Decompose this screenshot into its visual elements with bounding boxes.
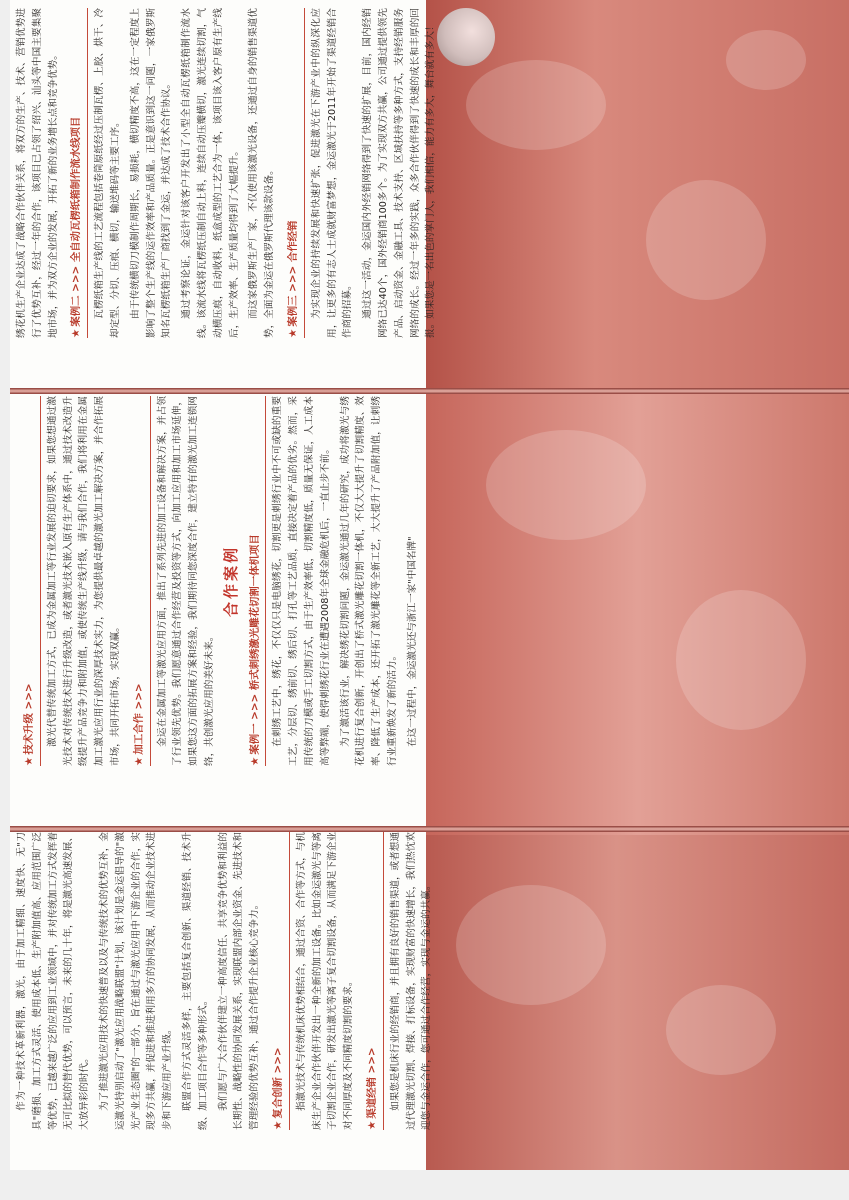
globe-icon	[437, 8, 495, 66]
heading-tech-upgrade: ★技术升级 >>>	[22, 396, 41, 766]
heading-processing: ★加工合作 >>>	[132, 396, 151, 766]
paragraph-case-1b: 为了激活该行业，解决绣花切割问题，金运激光通过几年的研究，成功将激光与绣花机进行复合创新，开创出了桥式激光雕花切割一体机，不仅大大提升了切割精度、效率、降低了生产成本，还开拓了激光雕花等全新工艺，大大提升了产品附加值，让刺绣行业重新焕发了新的活力。	[339, 396, 398, 766]
star-icon: ★	[365, 1120, 378, 1130]
paragraph-plan: 为了推进激光应用技术的快速普及以及与传统技术的优势互补，金运激光特别启动了"激光应用战略联盟"计划，该计划是金运倡导的"激光产业生态圈"的一部分，旨在通过与激光应用中下游企业的合作，实现多方共赢，并促进和推进利用多方的协同发展，从而推动企业技术进步和下游应用产业升级。	[98, 832, 174, 1130]
paragraph-case-3b: 通过这一活动，金运国内外经销网络得到了快速的扩展，目前，国内经销网络已达40个，国外经销商100多个。为了实现双方共赢，公司通过提供领先产品、启动资金、金融工具、技术支持、区域扶持等多种方式，支持经销服务网络的成长。经过一年多的实践，众多合作伙伴得到了快速的成长和丰厚的回报。如果您是一名出色的掌门人，我们相信，能力有多大，舞台就有多大！	[362, 8, 437, 338]
heading-case-1: ★案例一 >>> 桥式刺绣激光雕花切割一体机项目	[248, 396, 267, 766]
paragraph-intro: 作为一种技术革新利器，激光，由于加工精细、速度快、无"刀具"磨损、加工方式灵活、使用成本低、生产附加值高、应用范围广泛等优势，已越来越广泛的应用到工业领域中，并对传统加工方式发挥着无可比拟的替代优势，可以预言，未来的几十年，将是激光高速发展、大放异彩的时代。	[16, 832, 91, 1130]
heading-case-2: ★案例二 >>> 全自动瓦楞纸箱制作流水线项目	[69, 8, 88, 338]
paragraph-case-1d: 绣花机生产企业达成了战略合作伙伴关系，将双方的生产、技术、营销优势进行了优势互补，经过一年的合作，该项目已占领了绍兴、汕头等中国主要集聚地市场，并为双方企业的发展，开拓了新的业务增长点和竞争优势。	[16, 8, 59, 338]
text-column-right	[14, 8, 437, 338]
paragraph-hope: 我们愿与广大合作伙伴建立一种高度信任、共享竞争优势和利益的长期性、战略性的协同发展关系，实现联盟内部企业资金、先进技术和管理经验的优势互补，通过合作提升企业核心竞争力。	[217, 832, 261, 1130]
text-column-middle	[14, 396, 418, 766]
paragraph-case-3a: 为实现企业的持续发展和快速扩张，促进激光在下游产业中的纵深化应用，让更多的有志人士成就财富梦想，金运激光于2011年开始了渠道经销合作商的招募。	[310, 8, 354, 338]
paragraph-channel-sales: 如果您是机床行业的经销商，并且拥有良好的销售渠道，或者想通过代理激光切割、焊接、打标设备，实现财富的快速增长，我们热忱欢迎您与金运合作，您可通过合作经营，实现与金运的共赢。	[389, 832, 433, 1130]
decorative-red-panel-bottom	[426, 835, 849, 1170]
paragraph-processing: 金运在金属加工等激光应用方面，推出了系列先进的加工设备和解决方案，并占领了行业领先优势。我们愿意通过合作经营及投资等方式，向加工应用和加工市场延伸，如果您这方面的拓展方案和经验，我们期待同您深度合作，建立特有的激光加工连锁网络，共创激光应用的美好未来。	[156, 396, 215, 766]
section-title: 合作案例	[221, 545, 240, 618]
decorative-red-panel-top	[426, 0, 849, 390]
paragraph-case-2c: 通过考察论证，金运针对该客户开发出了小型全自动瓦楞纸箱制作流水线。该流水线将瓦楞纸压制自动上料，连续自动压瓣横切，激光连续切割，气动横压痕，自动收料，纸盒成型的工艺合为一体，该项目该入客户原有生产线后，生产效率、生产质量均得到了大幅提升。	[181, 8, 240, 338]
heading-channel-sales: ★渠道经销 >>>	[365, 832, 384, 1130]
paragraph-case-1a: 在刺绣工艺中，绣花，不仅仅只是电脑绣花，切割更是刺绣行业中不可或缺的重要工艺，分层切、绣前切、绣后切、打孔等工艺品质，直接决定着产品的优劣。然而，采用传统的刀模或手工切割方式，由于生产效率低，切割精度低，质量无保证，人工成本高等弊端，使得刺绣花行业在遭遇2008年全球金融危机后，一直止步不前。	[272, 396, 331, 766]
paragraph-tech-upgrade: 激光代替传统加工方式，已成为金属加工等行业发展的迫切要求，如果您想通过激光技术对传统技术进行升级改造，或者激光技术嵌入原有生产体系中，通过技术改造升级提升产品竞争力和附加值，或使传统生产线升级，请与我们合作，我们将利用在金属加工激光应用行业的深厚技术实力，为您提供最卓越的激光加工解决方案，并合作拓展市场，共同开拓市场，实现双赢。	[46, 396, 121, 766]
paragraph-forms: 联盟合作方式灵活多样，主要包括复合创新、渠道经销、技术升级、加工项目合作等多种形式。	[181, 832, 209, 1130]
paragraph-case-2d: 而这家俄罗斯生产厂家，不仅使用该激光设备，还通过自身的销售渠道优势，全面为金运在俄罗斯代理该款设备。	[248, 8, 276, 338]
paragraph-case-2b: 由于传统横切刀模制作周期长，易损耗，横切精度不高，这在一定程度上影响了整个生产线的运作效率和产品质量。正是意识到这一问题，一家俄罗斯知名瓦楞纸箱生产厂商找到了金运，并达成了技术合作协议。	[129, 8, 173, 338]
star-icon: ★	[23, 756, 35, 766]
heading-case-3: ★案例三 >>> 合作经销	[286, 8, 305, 338]
paragraph-composite-innovation: 指激光技术与传统机床优势相结合，通过合资、合作等方式，与机床生产企业合作伙伴开发出一种全新的加工设备。比如金运激光与等离子切割企业合作，研发出激光等离子复合切割设备，从而满足下游企业对不同厚度及不同精度切割的要求。	[295, 832, 355, 1130]
star-icon: ★	[132, 756, 145, 766]
star-icon: ★	[70, 328, 83, 338]
star-icon: ★	[248, 756, 261, 766]
text-column-left	[14, 832, 433, 1130]
paragraph-case-1c: 在这一过程中，金运激光还与浙江一家"中国名牌"	[406, 536, 418, 747]
heading-composite-innovation: ★复合创新 >>>	[271, 832, 290, 1130]
paragraph-case-2a: 瓦楞纸箱生产线的工艺流程包括卷筒原纸经过压制瓦楞、上胶、烘干、冷却定型、分切、压痕、横切，输送堆码等主要工序。	[94, 8, 121, 338]
star-icon: ★	[271, 1120, 284, 1130]
star-icon: ★	[286, 328, 299, 338]
decorative-red-panel-middle	[426, 390, 849, 835]
